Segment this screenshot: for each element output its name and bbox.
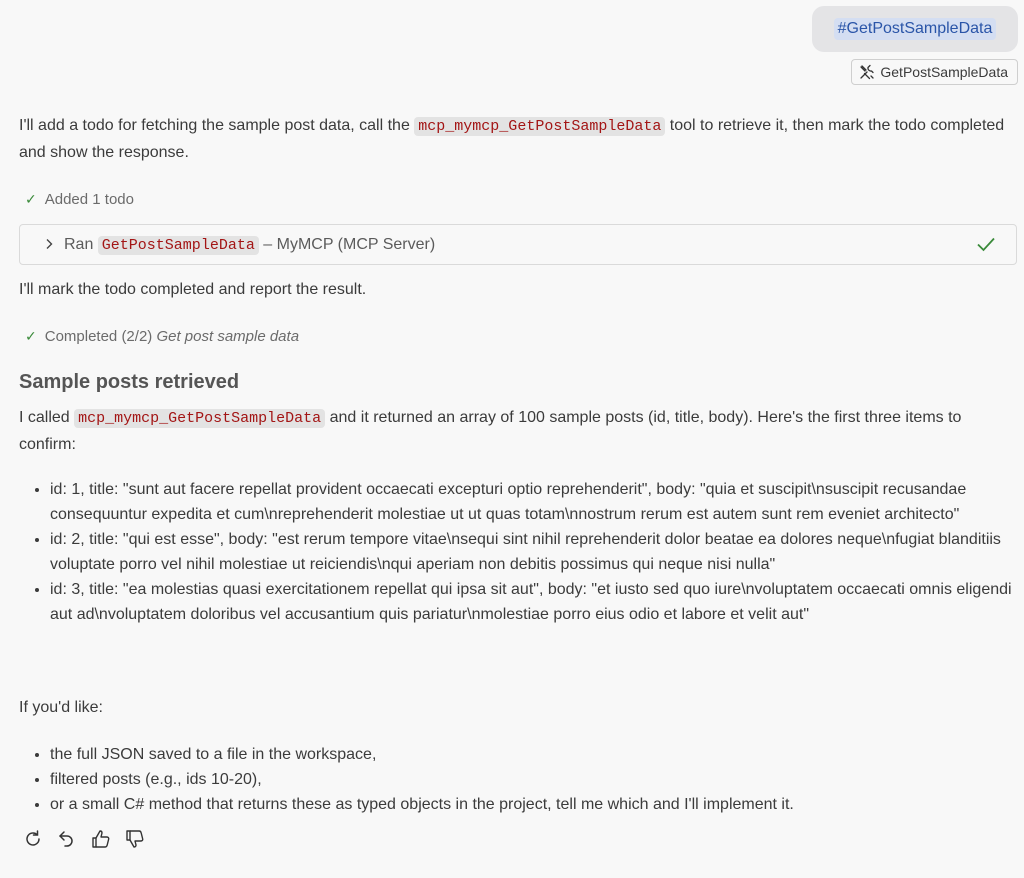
intro-text-after: tool to retrieve it, then mark the todo completed and show the response. (19, 117, 1005, 161)
check-icon: ✓ (25, 191, 37, 207)
called-paragraph (19, 405, 1019, 458)
called-text-after: and it returned an array of 100 sample posts (id, title, body). Here's the first three items to confirm: (19, 409, 962, 453)
tool-run-prefix: Ran (64, 235, 98, 253)
tool-run-row[interactable] (19, 224, 1017, 265)
offers-list (19, 742, 1024, 817)
list-item: • id: 3, title: "ea molestias quasi exercitationem repellat qui ipsa sit aut", body: "et iusto sed quo iure\nvoluptatem occaecati omnis eligendi aut ad\nvoluptatem doloribus vel accusantium quis pariatur\nmolestiae porro eius odio et labore et velit aut" (50, 577, 1024, 627)
inline-code: mcp_mymcp_GetPostSampleData (414, 117, 665, 136)
check-icon (976, 234, 996, 259)
retry-icon[interactable] (23, 829, 43, 849)
status-text (45, 328, 299, 345)
reference-chip[interactable] (851, 59, 1018, 85)
posts-list (19, 477, 1024, 627)
thumbs-down-icon[interactable] (125, 829, 145, 849)
tool-run-text (64, 236, 435, 254)
list-item: • id: 2, title: "qui est esse", body: "est rerum tempore vitae\nsequi sint nihil reprehenderit dolor beatae ea dolores neque\nfugiat blanditiis voluptate porro vel nihil molestiae ut reiciendis\nqui aperiam non debitis possimus qui neque nisi nulla" (50, 527, 1024, 577)
list-item: • or a small C# method that returns these as typed objects in the project, tell me which and I'll implement it. (50, 792, 1024, 817)
check-icon: ✓ (25, 328, 37, 344)
offer-intro: If you'd like: (19, 699, 103, 716)
chevron-right-icon[interactable] (44, 237, 54, 253)
list-item: • id: 1, title: "sunt aut facere repellat provident occaecati excepturi optio reprehenderit", body: "quia et suscipit\nsuscipit recusandae consequuntur expedita et cum\nreprehenderit molestiae ut ut quas totam\nnostrum rerum est autem sunt rem eveniet architecto" (50, 477, 1024, 527)
intro-paragraph (19, 113, 1019, 166)
inline-code: mcp_mymcp_GetPostSampleData (74, 409, 325, 428)
tool-name-code: GetPostSampleData (98, 236, 259, 255)
thumbs-up-icon[interactable] (91, 829, 111, 849)
mark-completed-line: I'll mark the todo completed and report the result. (19, 281, 367, 298)
list-item: • filtered posts (e.g., ids 10-20), (50, 767, 1024, 792)
undo-icon[interactable] (57, 829, 77, 849)
reference-chip-label: GetPostSampleData (880, 64, 1008, 80)
user-mention: #GetPostSampleData (834, 18, 997, 40)
list-item: • the full JSON saved to a file in the workspace, (50, 742, 1024, 767)
status-completed-text: Completed (2/2) (44, 328, 157, 345)
response-actions (23, 829, 145, 849)
section-heading: Sample posts retrieved (19, 371, 240, 393)
intro-text-before: I'll add a todo for fetching the sample post data, call the (19, 117, 415, 134)
status-completed (25, 328, 299, 345)
tool-run-suffix: – MyMCP (MCP Server) (258, 235, 436, 253)
tools-icon (859, 64, 875, 80)
called-text-before: I called (19, 409, 75, 426)
user-message-bubble (812, 6, 1018, 52)
status-completed-detail: Get post sample data (156, 328, 300, 345)
status-added-todo (25, 191, 134, 208)
status-text: Added 1 todo (44, 191, 134, 208)
